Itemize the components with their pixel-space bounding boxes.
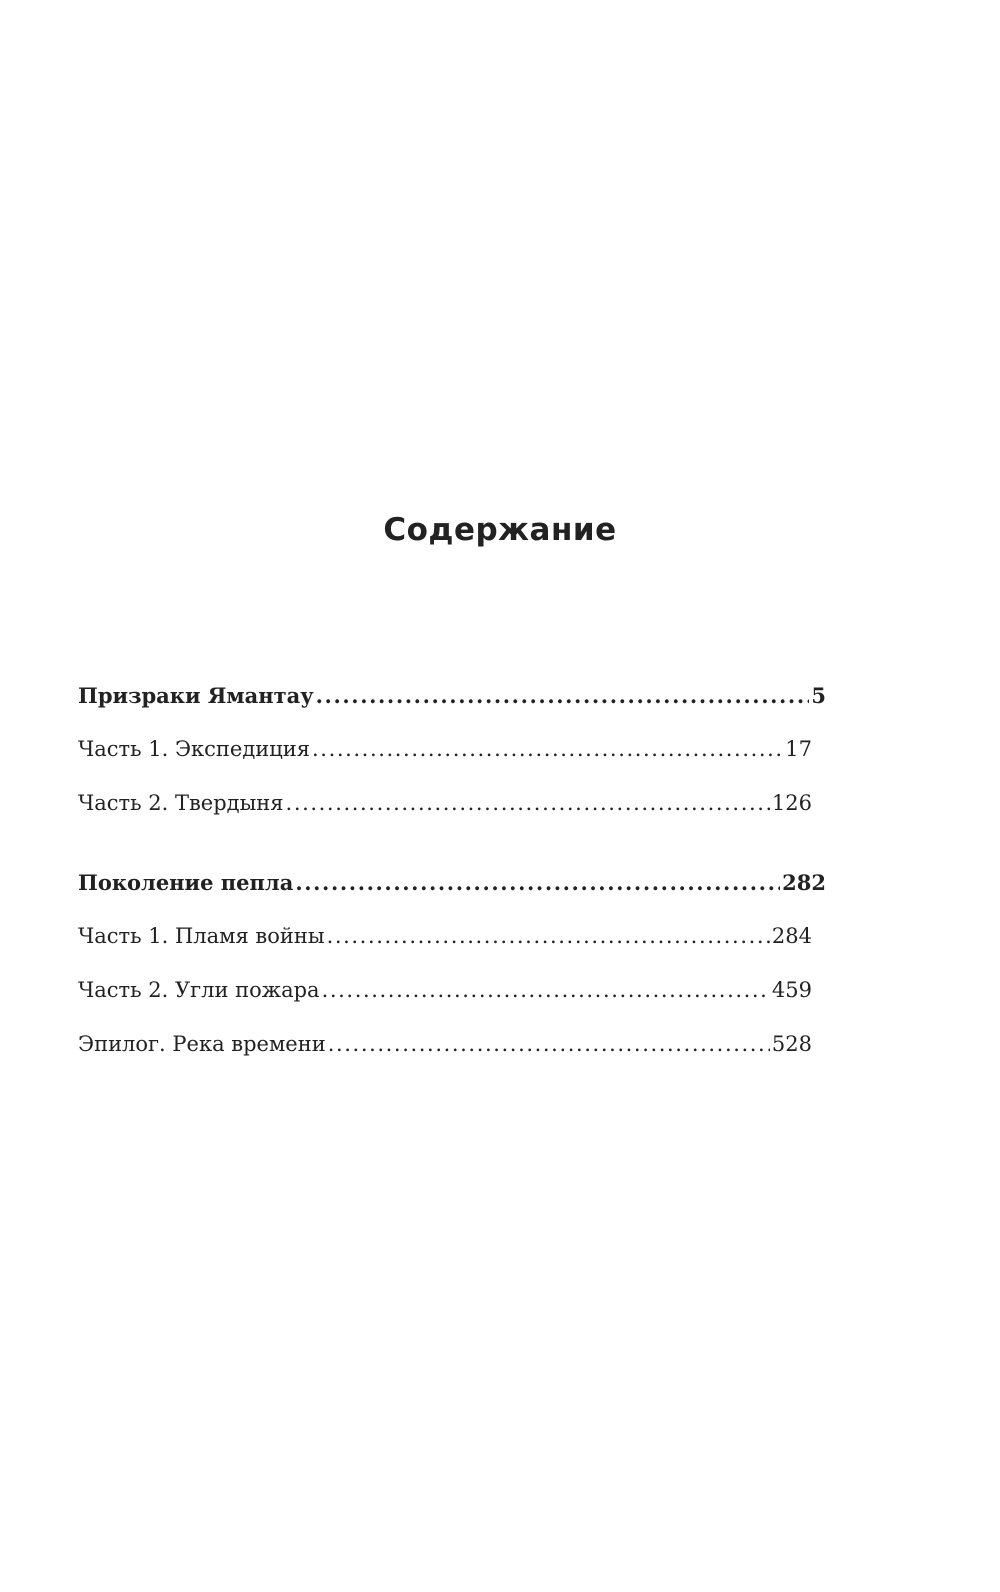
toc-entry-chapter bbox=[78, 978, 812, 1002]
toc-entry-chapter bbox=[78, 1032, 812, 1056]
dot-leader bbox=[286, 791, 770, 815]
dot-leader bbox=[316, 683, 810, 708]
toc-entry-chapter bbox=[78, 737, 812, 761]
toc-entry-label: Часть 2. Угли пожара bbox=[78, 978, 320, 1002]
toc-entry-part bbox=[78, 870, 826, 895]
toc-entry-chapter bbox=[78, 791, 812, 815]
toc-entry-label: Призраки Ямантау bbox=[78, 683, 314, 708]
toc-entry-label: Часть 1. Экспедиция bbox=[78, 737, 311, 761]
dot-leader bbox=[312, 737, 783, 761]
toc-entry-chapter bbox=[78, 924, 812, 948]
toc-entry-label: Часть 1. Пламя войны bbox=[78, 924, 325, 948]
toc-entry-label: Эпилог. Река времени bbox=[78, 1032, 326, 1056]
dot-leader bbox=[322, 978, 770, 1002]
toc-entry-page: 17 bbox=[785, 737, 812, 761]
page-title: Содержание bbox=[383, 512, 617, 548]
toc-entry-label: Часть 2. Твердыня bbox=[78, 791, 284, 815]
toc-entry-page: 284 bbox=[771, 924, 812, 948]
toc-entry-part bbox=[78, 683, 826, 708]
toc-entry-page: 282 bbox=[782, 870, 826, 895]
toc-entry-page: 5 bbox=[811, 683, 826, 708]
toc-entry-page: 459 bbox=[771, 978, 812, 1002]
dot-leader bbox=[327, 924, 770, 948]
toc-entry-page: 528 bbox=[771, 1032, 812, 1056]
dot-leader bbox=[295, 870, 780, 895]
toc-entry-label: Поколение пепла bbox=[78, 870, 294, 895]
toc-entry-page: 126 bbox=[771, 791, 812, 815]
dot-leader bbox=[328, 1032, 770, 1056]
